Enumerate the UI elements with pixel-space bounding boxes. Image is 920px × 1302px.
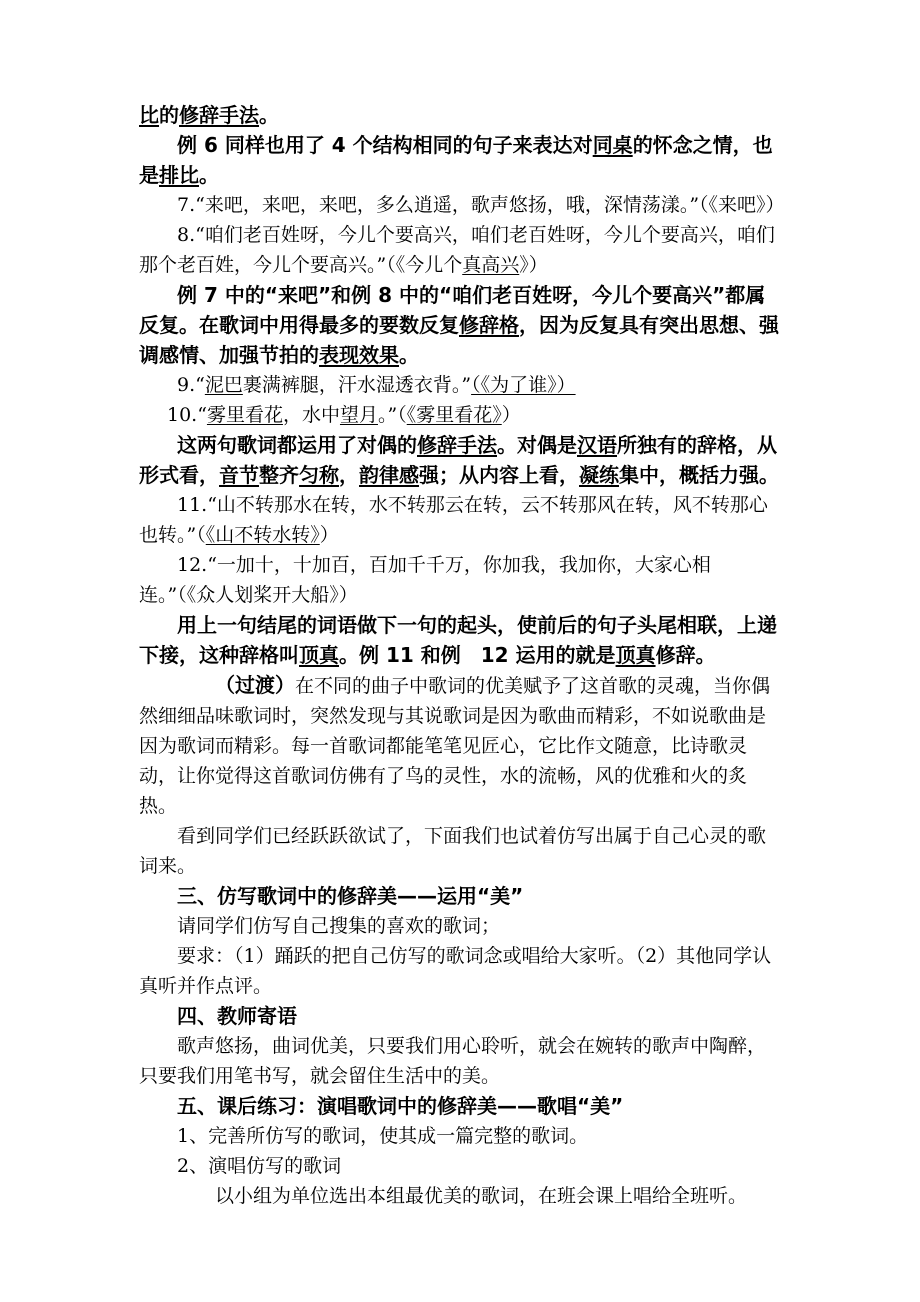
example-10: 10.“雾里看花，水中望月。”（《雾里看花》）	[167, 404, 521, 426]
example-11: 11.“山不转那水在转，水不转那云在转，云不转那风在转，风不转那心也转。”（《山不转水转》）	[139, 494, 768, 546]
example-9: 9.“泥巴裹满裤腿，汗水湿透衣背。”（《为了谁》）	[177, 374, 576, 396]
paragraph-exercise-detail: 以小组为单位选出本组最优美的歌词，在班会课上唱给全班听。	[215, 1185, 748, 1207]
exercise-item-1: 1、完善所仿写的歌词，使其成一篇完整的歌词。	[177, 1125, 589, 1147]
paragraph-parallelism-end: 比的修辞手法。	[139, 103, 279, 127]
paragraph-transition: （过渡）在不同的曲子中歌词的优美赋予了这首歌的灵魂，当你偶然细细品味歌词时，突然发现与其说歌词是因为歌曲而精彩，不如说歌曲是因为歌词而精彩。每一首歌词都能笔笔见匠心，它比作文随意，比诗歌灵动，让你觉得这首歌词仿佛有了鸟的灵性，水的流畅，风的优雅和火的炙热。	[139, 673, 771, 817]
section-heading-4: 四、教师寄语	[177, 1004, 297, 1028]
paragraph-instruction: 请同学们仿写自己搜集的喜欢的歌词；	[177, 915, 501, 937]
paragraph-example-6-note: 例 6 同样也用了 4 个结构相同的句子来表达对同桌的怀念之情，也是排比。	[139, 133, 773, 187]
section-heading-5: 五、课后练习：演唱歌词中的修辞美——歌唱“美”	[177, 1094, 624, 1118]
paragraph-teacher-message: 歌声悠扬，曲词优美，只要我们用心聆听，就会在婉转的歌声中陶醉，只要我们用笔书写，就会留住生活中的美。	[139, 1035, 767, 1087]
paragraph-requirements: 要求：（1）踊跃的把自己仿写的歌词念或唱给大家听。（2）其他同学认真听并作点评。	[139, 945, 772, 997]
document-page	[139, 100, 784, 1211]
paragraph-anadiplosis-note: 用上一句结尾的词语做下一句的起头，使前后的句子头尾相联，上递下接，这种辞格叫顶真。例 11 和例 12 运用的就是顶真修辞。	[139, 613, 777, 667]
paragraph-lead-in: 看到同学们已经跃跃欲试了，下面我们也试着仿写出属于自己心灵的歌词来。	[139, 825, 767, 877]
example-12: 12.“一加十，十加百，百加千千万，你加我，我加你，大家心相连。”（《众人划桨开大船》）	[139, 554, 711, 606]
paragraph-antithesis-note: 这两句歌词都运用了对偶的修辞手法。对偶是汉语所独有的辞格，从形式看，音节整齐匀称，韵律感强；从内容上看，凝练集中，概括力强。	[139, 433, 779, 487]
example-7: 7.“来吧，来吧，来吧，多么逍遥，歌声悠扬，哦，深情荡漾。”（《来吧》）	[177, 194, 785, 216]
section-heading-3: 三、仿写歌词中的修辞美——运用“美”	[177, 884, 524, 908]
example-8: 8.“咱们老百姓呀，今儿个要高兴，咱们老百姓呀，今儿个要高兴，咱们那个老百姓，今儿个要高兴。”（《今儿个真高兴》）	[139, 224, 775, 276]
exercise-item-2: 2、演唱仿写的歌词	[177, 1155, 342, 1177]
paragraph-repetition-note: 例 7 中的“来吧”和例 8 中的“咱们老百姓呀，今儿个要高兴”都属反复。在歌词中用得最多的要数反复修辞格，因为反复具有突出思想、强调感情、加强节拍的表现效果。	[139, 283, 779, 367]
